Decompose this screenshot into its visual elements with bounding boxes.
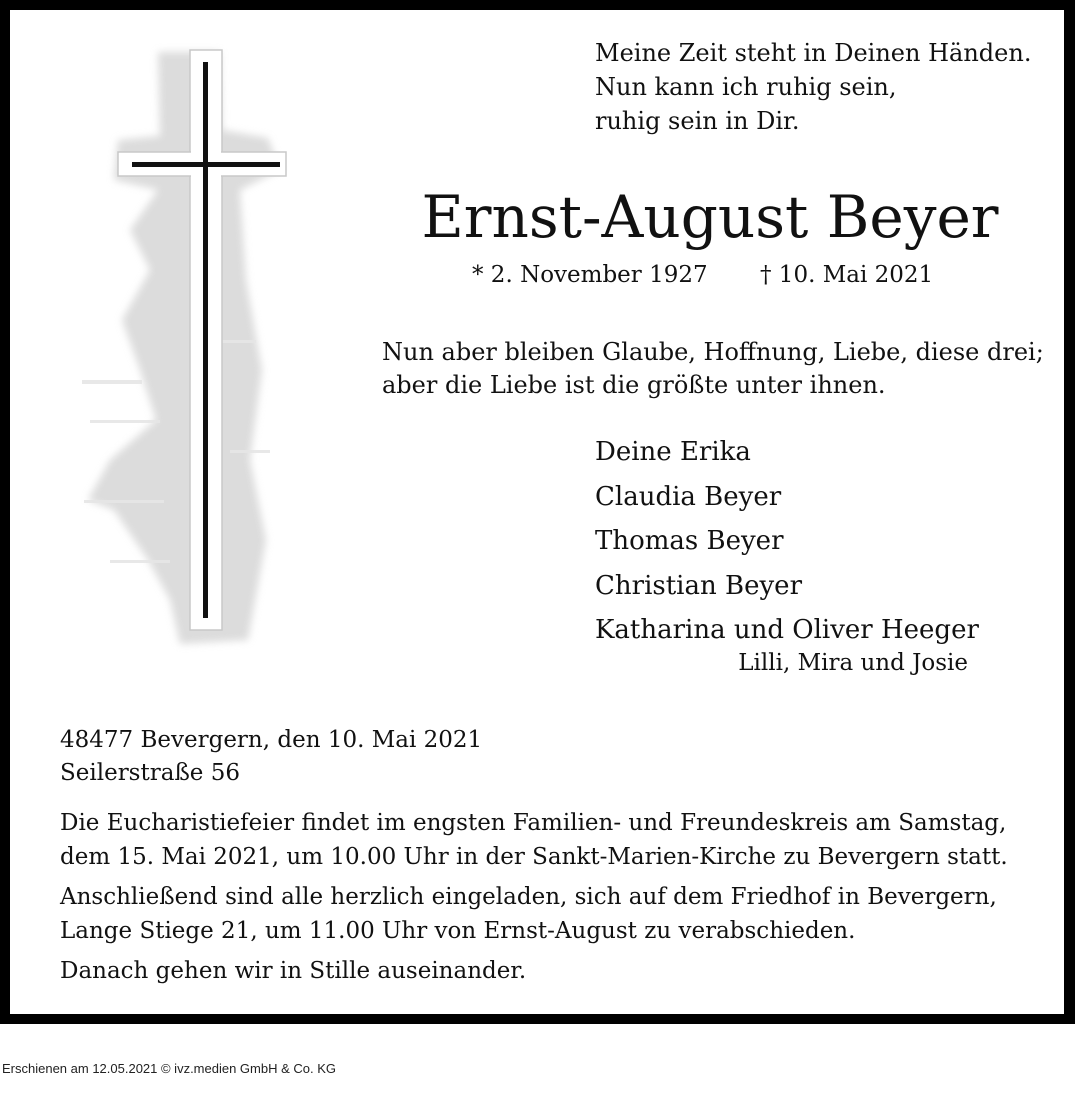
- verse-line: Nun kann ich ruhig sein,: [595, 73, 897, 101]
- place-date: 48477 Bevergern, den 10. Mai 2021: [60, 727, 483, 753]
- notice-paragraph: Danach gehen wir in Stille auseinander.: [60, 958, 527, 984]
- verse-line: Meine Zeit steht in Deinen Händen.: [595, 39, 1032, 67]
- bible-verse: [595, 36, 1031, 138]
- quote-line: Nun aber bleiben Glaube, Hoffnung, Liebe, diese drei;: [382, 338, 1044, 366]
- quote-line: aber die Liebe ist die größte unter ihnen.: [382, 371, 886, 399]
- grandchildren: Lilli, Mira und Josie: [738, 650, 968, 676]
- mourner-name: Katharina und Oliver Heeger: [595, 615, 979, 645]
- notice-paragraph: Die Eucharistiefeier findet im engsten Familien- und Freundeskreis am Samstag, dem 15. Mai 2021, um 10.00 Uhr in der Sankt-Marien-Kirche zu Bevergern statt.: [60, 810, 1008, 870]
- notice-paragraph: Anschließend sind alle herzlich eingeladen, sich auf dem Friedhof in Bevergern, Lange Stiege 21, um 11.00 Uhr von Ernst-August zu verabschieden.: [60, 884, 997, 944]
- scripture-quote: [382, 336, 1044, 402]
- deceased-name: Ernst-August Beyer: [421, 183, 999, 251]
- mourner-name: Christian Beyer: [595, 570, 802, 601]
- mourner-name: Claudia Beyer: [595, 481, 782, 512]
- address-block: [60, 724, 482, 790]
- mourner-name: Thomas Beyer: [595, 526, 784, 556]
- birth-date: * 2. November 1927: [472, 262, 708, 288]
- death-date: † 10. Mai 2021: [760, 262, 934, 288]
- mourner-name: Deine Erika: [595, 437, 751, 467]
- publication-footer: Erschienen am 12.05.2021 © ivz.medien GmbH & Co. KG: [2, 1061, 337, 1076]
- street: Seilerstraße 56: [60, 760, 240, 786]
- funeral-notice: [60, 806, 1035, 994]
- verse-line: ruhig sein in Dir.: [595, 107, 800, 135]
- mourners-list: [595, 430, 979, 653]
- cross-icon: [70, 40, 310, 660]
